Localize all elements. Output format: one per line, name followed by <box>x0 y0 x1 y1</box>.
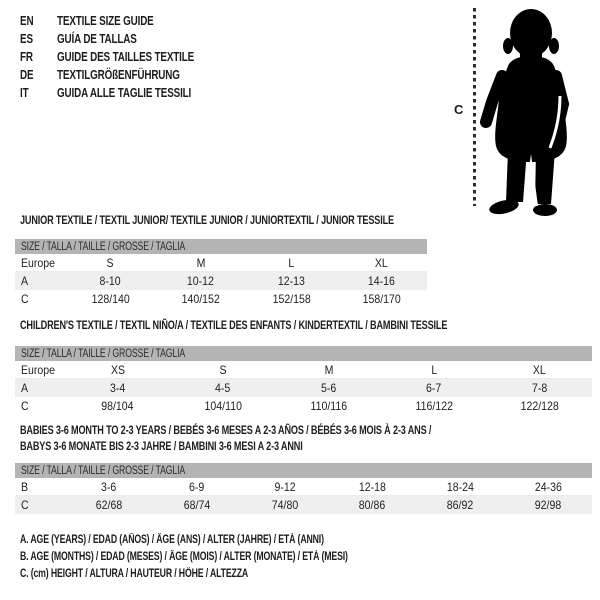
lang-title: GUÍA DE TALLAS <box>57 31 137 46</box>
baby-silhouette-icon <box>478 4 582 216</box>
lang-code: FR <box>20 49 33 64</box>
size-header-band: SIZE / TALLA / TAILLE / GRÖSSE / TAGLIA <box>15 346 592 361</box>
cell: 18-24 <box>446 479 474 494</box>
cell: 3-6 <box>101 479 117 494</box>
cell: S <box>106 255 114 270</box>
cell: 10-12 <box>187 274 215 288</box>
cell: 110/116 <box>310 399 347 413</box>
lang-title: GUIDE DES TAILLES TEXTILE <box>57 49 195 64</box>
lang-code: EN <box>20 13 34 28</box>
cell: 3-4 <box>110 381 126 395</box>
children-table-title: CHILDREN'S TEXTILE / TEXTIL NIÑO/A / TEXTILE DES ENFANTS / KINDERTEXTIL / BAMBINI TESSILE <box>20 318 448 332</box>
cell: 14-16 <box>368 274 396 288</box>
row-label: B <box>21 479 29 494</box>
cell: M <box>324 362 333 377</box>
babies-table-title-line1: BABIES 3-6 MONTH TO 2-3 YEARS / BEBÉS 3-6 MESES A 2-3 AÑOS / BÉBÉS 3-6 MOIS À 2-3 ANS / <box>20 423 432 437</box>
table-row <box>15 272 427 290</box>
cell: 92/98 <box>534 498 562 512</box>
row-label: A <box>21 274 29 288</box>
junior-size-table <box>15 239 427 308</box>
lang-title: GUIDA ALLE TAGLIE TESSILI <box>57 85 192 100</box>
cell: 152/158 <box>272 292 311 306</box>
lang-title: TEXTILGRÖßENFÜHRUNG <box>57 67 180 82</box>
row-label: Europe <box>21 362 56 377</box>
cell: 140/152 <box>181 292 220 306</box>
cell: M <box>196 255 206 270</box>
cell: 98/104 <box>101 399 134 413</box>
size-header-band: SIZE / TALLA / TAILLE / GRÖSSE / TAGLIA <box>15 463 592 478</box>
cell: 104/110 <box>204 399 242 413</box>
cell: 12-18 <box>358 479 386 494</box>
row-label: C <box>21 292 29 306</box>
size-header-band: SIZE / TALLA / TAILLE / GRÖSSE / TAGLIA <box>15 239 427 254</box>
cell: 86/92 <box>447 498 474 512</box>
junior-table-title: JUNIOR TEXTILE / TEXTIL JUNIOR/ TEXTILE JUNIOR / JUNIORTEXTIL / JUNIOR TESSILE <box>20 213 394 227</box>
lang-code: ES <box>20 31 33 46</box>
cell: 158/170 <box>362 292 401 306</box>
cell: 4-5 <box>215 381 231 395</box>
cell: 116/122 <box>415 399 453 413</box>
cell: 128/140 <box>91 292 130 306</box>
legend-line-b: B. AGE (MONTHS) / EDAD (MESES) / ÂGE (MOIS) / ALTER (MONATE) / ETÀ (MESI) <box>20 551 348 563</box>
cell: XL <box>532 362 546 377</box>
cell: 74/80 <box>271 498 298 512</box>
cell: 24-36 <box>534 479 562 494</box>
cell: 6-9 <box>189 479 205 494</box>
babies-size-table <box>15 463 592 514</box>
lang-code: IT <box>20 85 29 100</box>
legend-line-c: C. (cm) HEIGHT / ALTURA / HAUTEUR / HÖHE / ALTEZZA <box>20 568 249 580</box>
cell: L <box>288 255 295 270</box>
cell: 8-10 <box>99 274 121 288</box>
table-row <box>15 478 592 496</box>
cell: XS <box>110 362 125 377</box>
lang-title: TEXTILE SIZE GUIDE <box>57 13 154 28</box>
cell: 62/68 <box>95 498 123 512</box>
table-row <box>15 290 427 308</box>
table-row <box>15 397 592 415</box>
cell: XL <box>375 255 389 270</box>
cell: 122/128 <box>520 399 559 413</box>
table-row <box>15 496 592 514</box>
legend-line-a: A. AGE (YEARS) / EDAD (AÑOS) / ÂGE (ANS) / ALTER (JAHRE) / ETÀ (ANNI) <box>20 534 324 546</box>
row-label: C <box>21 399 29 413</box>
cell: 68/74 <box>183 498 210 512</box>
cell: L <box>430 362 437 377</box>
table-row <box>15 361 592 379</box>
children-size-table <box>15 346 592 415</box>
cell: 6-7 <box>426 381 442 395</box>
cell: 80/86 <box>359 498 386 512</box>
lang-code: DE <box>20 67 34 82</box>
cell: 12-13 <box>277 274 305 288</box>
height-marker-label: C <box>454 102 464 117</box>
cell: 7-8 <box>531 381 547 395</box>
babies-table-title-line2: BABYS 3-6 MONATE BIS 2-3 JAHRE / BAMBINI 3-6 MESI A 2-3 ANNI <box>20 439 303 453</box>
row-label: C <box>21 498 29 512</box>
cell: 9-12 <box>273 479 296 494</box>
table-row <box>15 254 427 272</box>
height-dashed-line <box>473 8 476 206</box>
cell: S <box>219 362 227 377</box>
table-row <box>15 379 592 397</box>
row-label: A <box>21 381 29 395</box>
cell: 5-6 <box>320 381 337 395</box>
row-label: Europe <box>21 255 56 270</box>
